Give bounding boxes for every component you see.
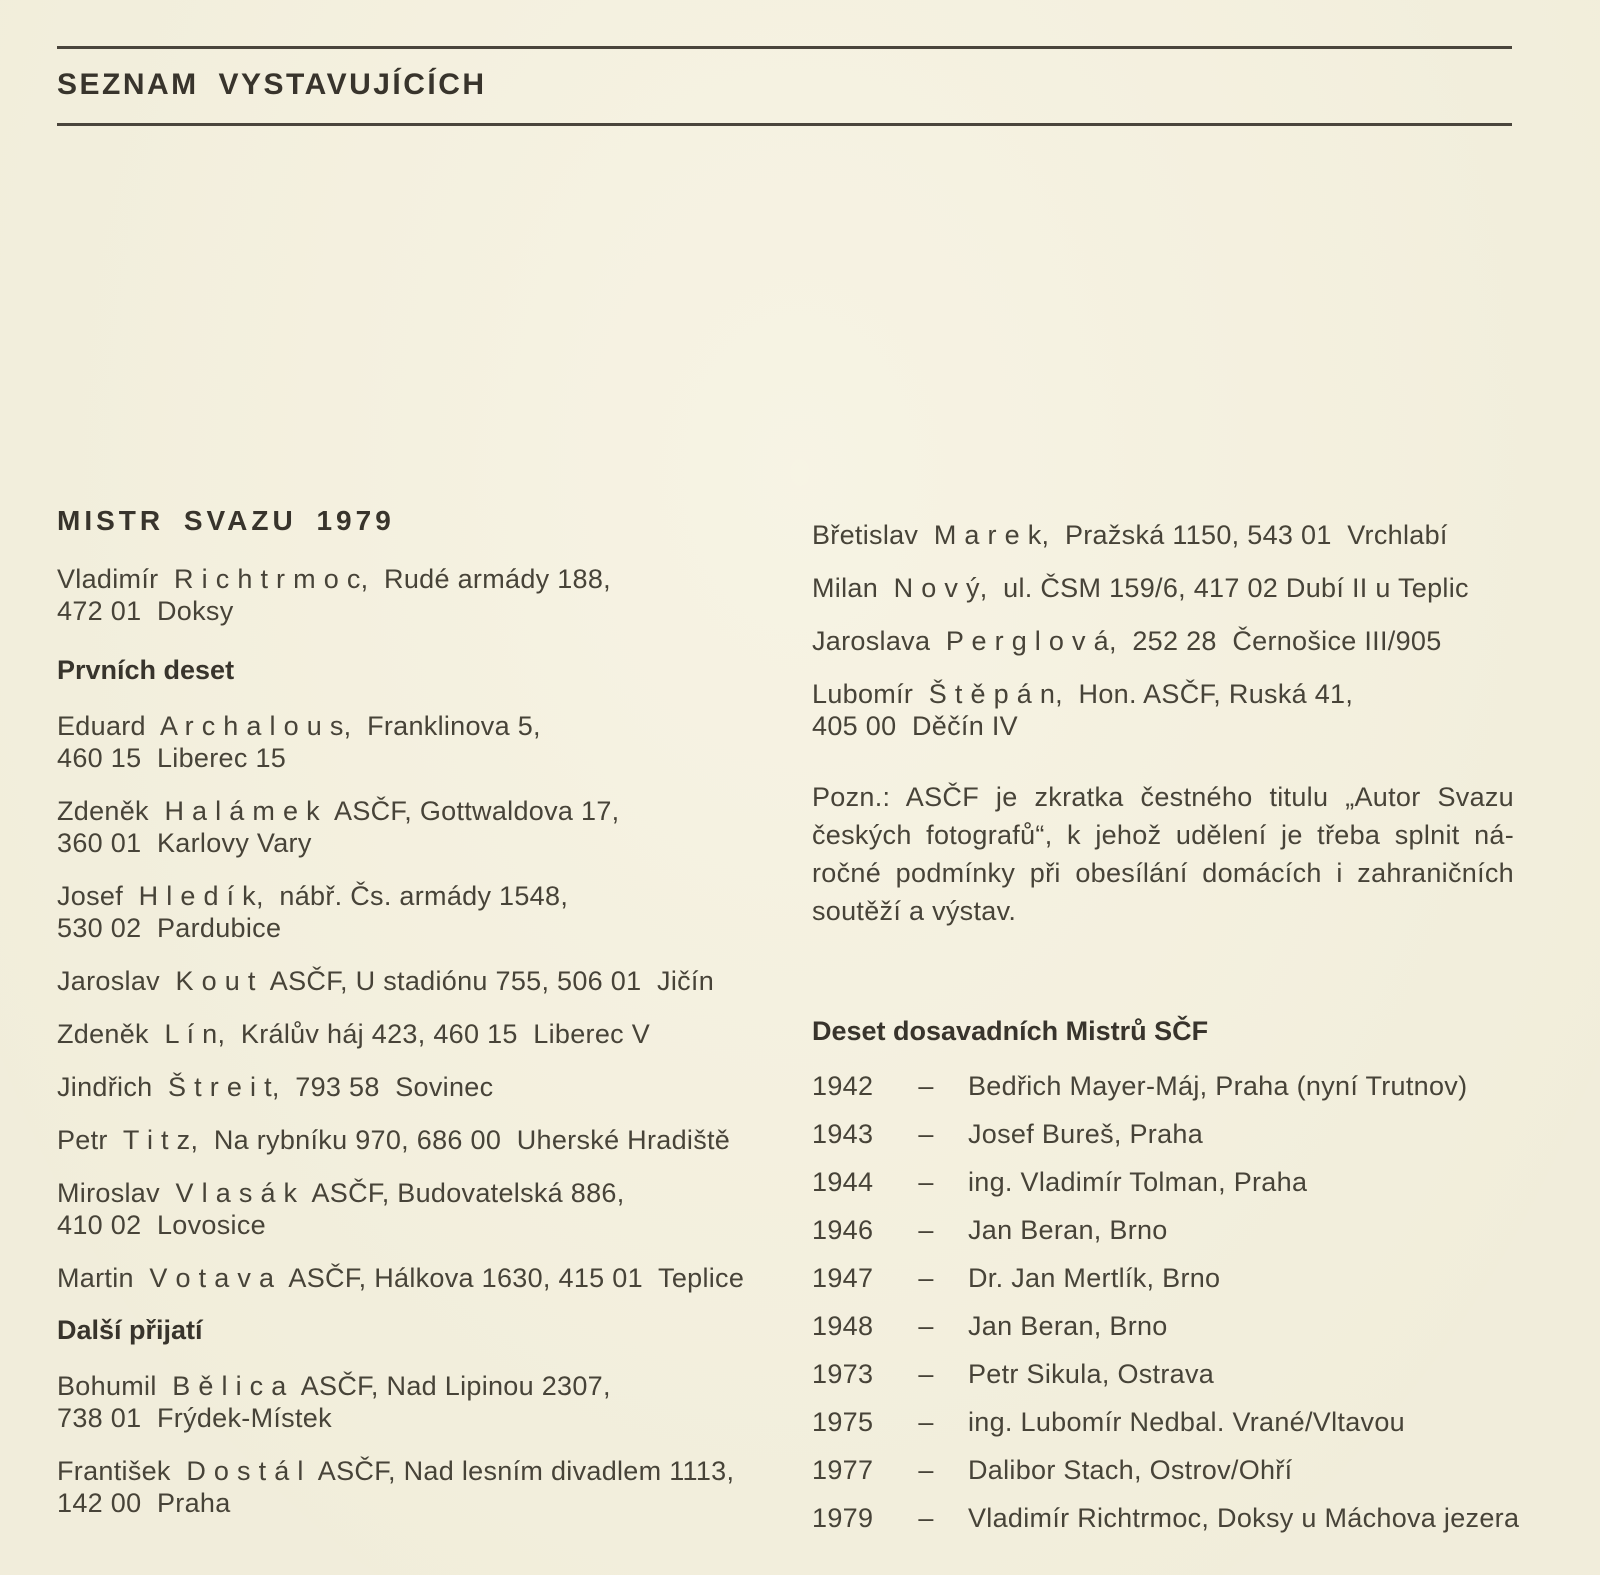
master-year: 1942 [812,1071,874,1101]
master-name: Vladimír Richtrmoc, Doksy u Máchova jezera [968,1503,1520,1533]
note-line: ročné podmínky při obesílání domácích i zahraničních [812,858,1514,888]
entry-line: Vladimír R i c h t r m o c, Rudé armády 188, [57,564,611,594]
entry-line: 460 15 Liberec 15 [57,743,287,773]
entry-line: Břetislav M a r e k, Pražská 1150, 543 01 Vrchlabí [812,520,1448,550]
entry-line: Milan N o v ý, ul. ČSM 159/6, 417 02 Dubí II u Teplic [812,573,1469,603]
entry-line: 405 00 Děčín IV [812,711,1018,741]
entry-line: 472 01 Doksy [57,596,234,626]
master-dash: – [918,1503,934,1533]
entry-line: Eduard A r c h a l o u s, Franklinova 5, [57,711,541,741]
header-rule-bottom [57,123,1512,126]
master-dash: – [918,1455,934,1485]
exhibitor-entry [812,678,1514,742]
master-row [812,1405,1514,1439]
section-heading-prvnich-deset: Prvních deset [57,655,235,685]
master-dash: – [918,1071,934,1101]
section-heading-mistr-svazu: MISTR SVAZU 1979 [57,505,395,536]
master-year: 1975 [812,1407,874,1437]
master-year: 1947 [812,1263,874,1293]
master-year: 1977 [812,1455,874,1485]
master-year: 1943 [812,1119,874,1149]
master-name: Jan Beran, Brno [968,1311,1168,1341]
exhibitor-entry [57,563,792,627]
entry-line: 410 02 Lovosice [57,1210,266,1240]
master-name: Jan Beran, Brno [968,1215,1168,1245]
note-line: soutěží a výstav. [812,896,1017,926]
entry-line: Jaroslava P e r g l o v á, 252 28 Černošice III/905 [812,626,1442,656]
master-dash: – [918,1167,934,1197]
exhibitor-entry [57,1177,792,1241]
master-row [812,1357,1514,1391]
exhibitor-entry [57,880,792,944]
note-line: Pozn.: ASČF je zkratka čestného titulu „Autor Svazu [812,782,1514,812]
entry-line: Zdeněk L í n, Králův háj 423, 460 15 Liberec V [57,1019,651,1049]
master-row [812,1453,1514,1487]
master-row [812,1069,1514,1103]
entry-line: 360 01 Karlovy Vary [57,828,312,858]
master-name: ing. Vladimír Tolman, Praha [968,1167,1308,1197]
exhibitor-entry [57,965,792,997]
exhibitor-entry [57,795,792,859]
master-name: ing. Lubomír Nedbal. Vrané/Vltavou [968,1407,1405,1437]
entry-line: Zdeněk H a l á m e k ASČF, Gottwaldova 17, [57,796,620,826]
master-row [812,1261,1514,1295]
master-dash: – [918,1215,934,1245]
exhibitor-entry [812,519,1514,551]
section-heading-masters: Deset dosavadních Mistrů SČF [812,1016,1209,1046]
header-rule-top [57,46,1512,49]
master-year: 1946 [812,1215,874,1245]
master-row [812,1309,1514,1343]
entry-line: Jaroslav K o u t ASČF, U stadiónu 755, 506 01 Jičín [57,966,715,996]
entry-line: František D o s t á l ASČF, Nad lesním divadlem 1113, [57,1456,735,1486]
master-year: 1948 [812,1311,874,1341]
entry-line: Martin V o t a v a ASČF, Hálkova 1630, 415 01 Teplice [57,1263,745,1293]
master-name: Dalibor Stach, Ostrov/Ohří [968,1455,1293,1485]
entry-line: Lubomír Š t ě p á n, Hon. ASČF, Ruská 41, [812,679,1354,709]
master-row [812,1117,1514,1151]
exhibitor-entry [812,625,1514,657]
master-dash: – [918,1359,934,1389]
entry-line: 530 02 Pardubice [57,913,282,943]
master-year: 1944 [812,1167,874,1197]
section-heading-dalsi-prijati: Další přijatí [57,1315,203,1345]
master-row [812,1501,1520,1535]
master-name: Petr Sikula, Ostrava [968,1359,1215,1389]
master-dash: – [918,1407,934,1437]
master-dash: – [918,1119,934,1149]
entry-line: Miroslav V l a s á k ASČF, Budovatelská 886, [57,1178,625,1208]
left-column [57,505,792,1519]
exhibitor-entry [57,1262,792,1294]
entry-line: 738 01 Frýdek-Místek [57,1403,332,1433]
note-line: českých fotografů“, k jehož udělení je třeba splnit ná- [812,820,1514,850]
exhibitor-entry [57,1071,792,1103]
master-year: 1979 [812,1503,874,1533]
master-name: Josef Bureš, Praha [968,1119,1204,1149]
master-dash: – [918,1263,934,1293]
exhibitor-entry [57,1370,792,1434]
exhibitor-entry [812,572,1514,604]
master-name: Bedřich Mayer-Máj, Praha (nyní Trutnov) [968,1071,1468,1101]
entry-line: Petr T i t z, Na rybníku 970, 686 00 Uherské Hradiště [57,1125,731,1155]
master-row [812,1213,1514,1247]
entry-line: 142 00 Praha [57,1488,231,1518]
master-year: 1973 [812,1359,874,1389]
right-column [812,505,1520,1549]
exhibitor-entry [57,1455,792,1519]
master-name: Dr. Jan Mertlík, Brno [968,1263,1221,1293]
right-entries [812,505,1514,742]
page-title: SEZNAM VYSTAVUJÍCÍCH [57,68,487,101]
exhibitor-entry [57,710,792,774]
master-row [812,1165,1514,1199]
note-paragraph [812,778,1514,930]
entry-line: Jindřich Š t r e i t, 793 58 Sovinec [57,1072,494,1102]
entry-line: Josef H l e d í k, nábř. Čs. armády 1548, [57,881,569,911]
exhibitor-entry [57,1018,792,1050]
master-dash: – [918,1311,934,1341]
exhibitor-entry [57,1124,792,1156]
entry-line: Bohumil B ě l i c a ASČF, Nad Lipinou 2307, [57,1371,611,1401]
